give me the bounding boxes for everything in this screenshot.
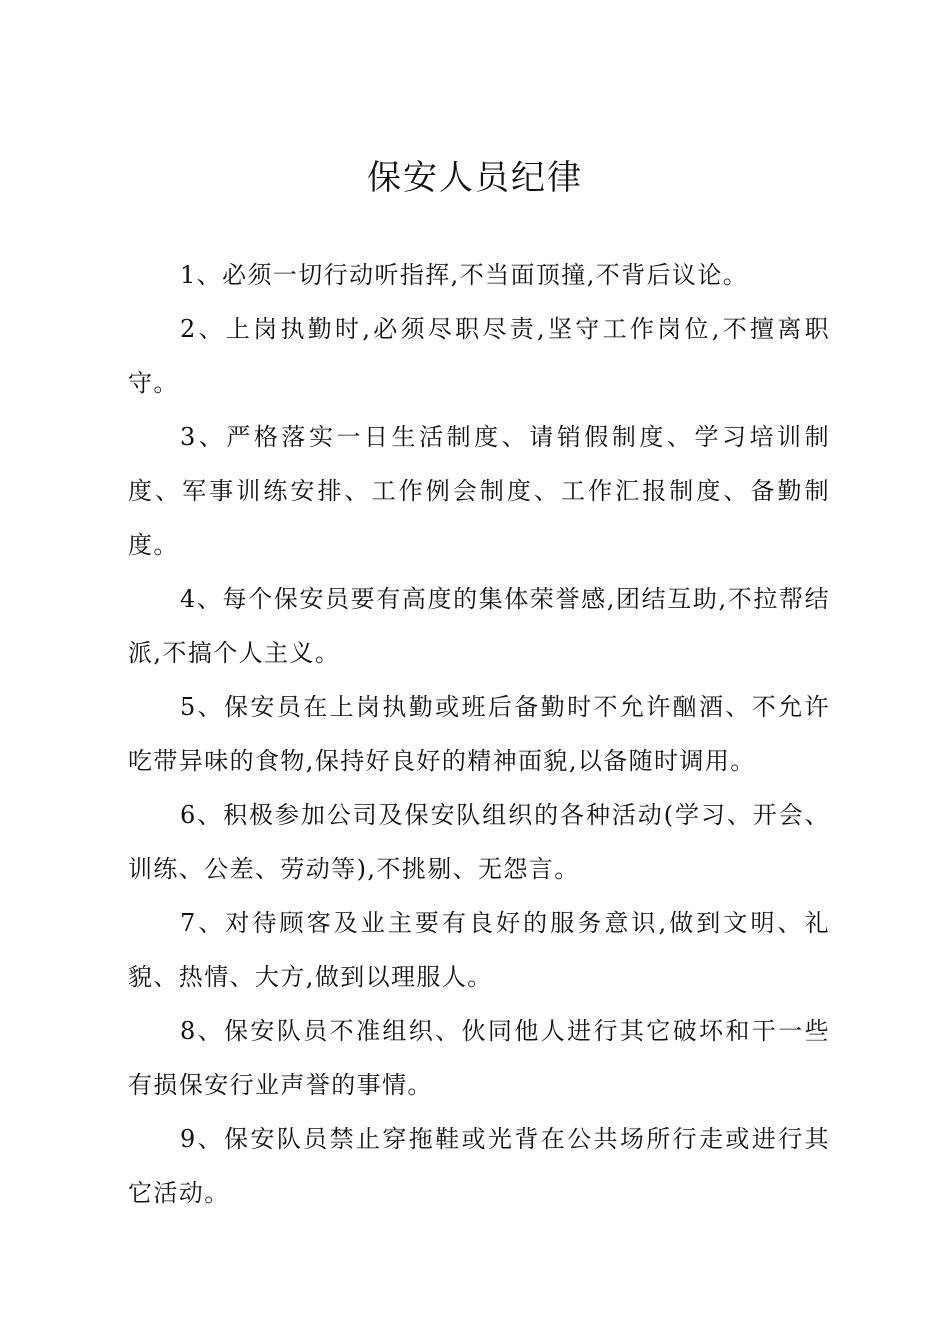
document-title: 保安人员纪律 <box>367 158 583 198</box>
document-body <box>128 248 830 1220</box>
rule-item-3: 3、严格落实一日生活制度、请销假制度、学习培训制度、军事训练安排、工作例会制度、工作汇报制度、备勤制度。 <box>128 423 830 559</box>
rule-item-5: 5、保安员在上岗执勤或班后备勤时不允许酗酒、不允许吃带异味的食物,保持好良好的精神面貌,以备随时调用。 <box>128 693 830 775</box>
rule-item-6: 6、积极参加公司及保安队组织的各种活动(学习、开会、训练、公差、劳动等),不挑剔、无怨言。 <box>128 801 830 883</box>
rule-item-4: 4、每个保安员要有高度的集体荣誉感,团结互助,不拉帮结派,不搞个人主义。 <box>128 585 830 667</box>
rule-item-7: 7、对待顾客及业主要有良好的服务意识,做到文明、礼貌、热情、大方,做到以理服人。 <box>128 909 830 991</box>
rule-item-2: 2、上岗执勤时,必须尽职尽责,坚守工作岗位,不擅离职守。 <box>128 315 830 397</box>
rule-item-9: 9、保安队员禁止穿拖鞋或光背在公共场所行走或进行其它活动。 <box>128 1125 830 1207</box>
rule-item-1: 1、必须一切行动听指挥,不当面顶撞,不背后议论。 <box>180 261 749 289</box>
rule-item-8: 8、保安队员不准组织、伙同他人进行其它破坏和干一些有损保安行业声誉的事情。 <box>128 1017 830 1099</box>
